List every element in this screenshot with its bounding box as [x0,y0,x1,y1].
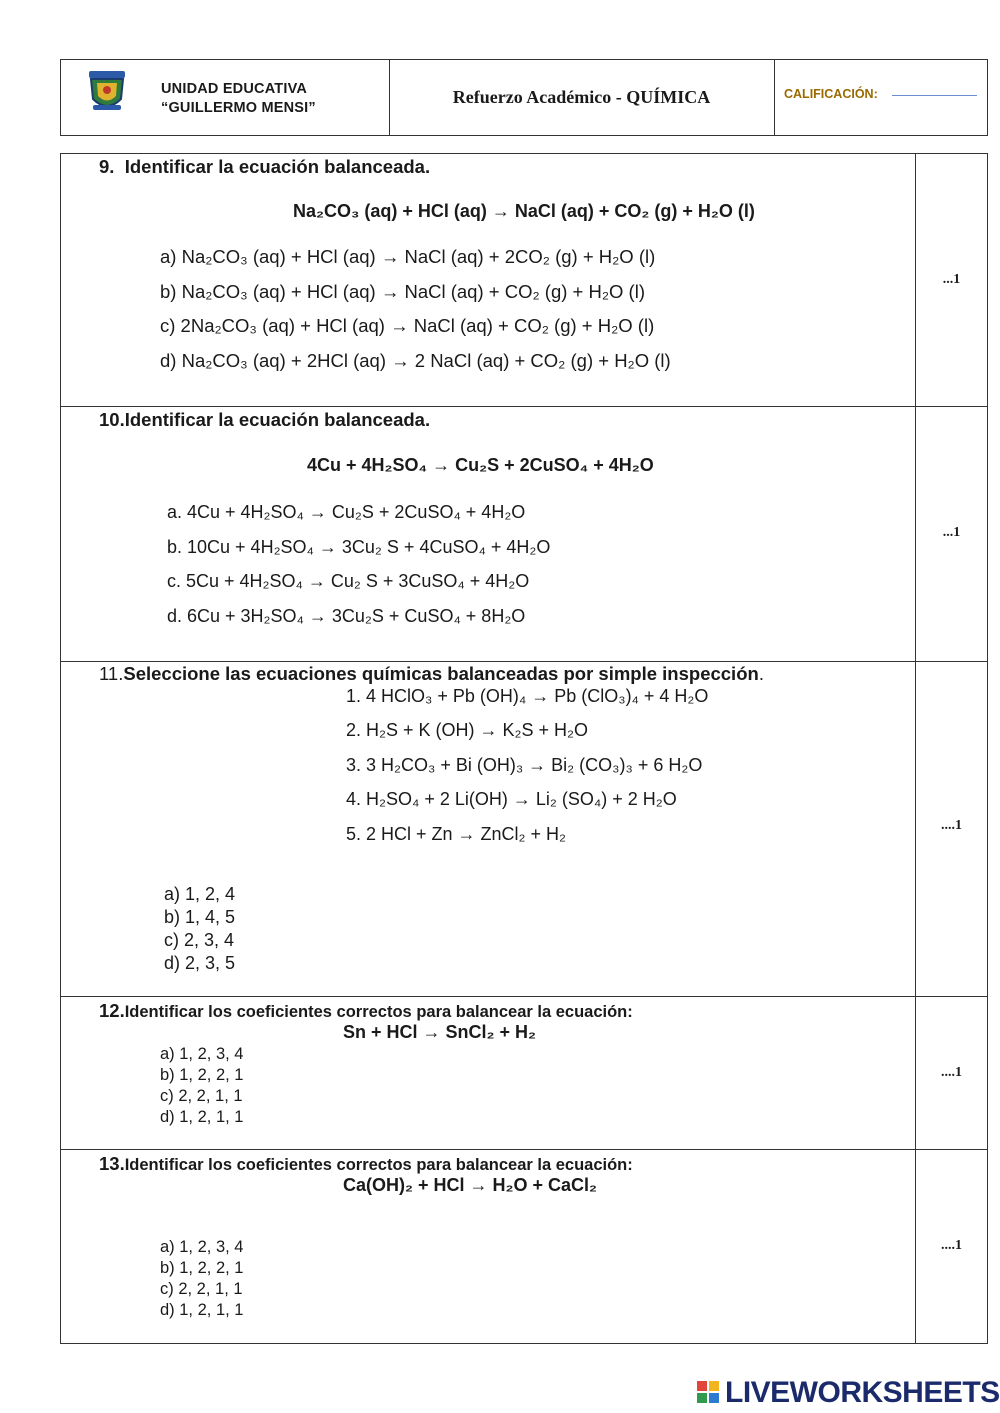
question-11-score: ....1 [941,818,962,833]
question-11-equation-3: 3. 3 H₂CO₃ + Bi (OH)₃ → Bi₂ (CO₃)₃ + 6 H₂O [346,755,703,775]
question-12-option-d[interactable]: d) 1, 2, 1, 1 [160,1108,244,1126]
question-prompt: Identificar la ecuación balanceada. [124,156,431,177]
question-9-option-b[interactable]: b) Na₂CO₃ (aq) + HCl (aq) → NaCl (aq) + CO₂ (g) + H₂O (l) [160,281,645,302]
question-number: 12. [99,1000,125,1021]
question-11-equation-2: 2. H₂S + K (OH) → K₂S + H₂O [346,720,589,740]
question-10-option-c[interactable]: c. 5Cu + 4H₂SO₄ → Cu₂ S + 3CuSO₄ + 4H₂O [167,571,530,591]
question-9-option-c[interactable]: c) 2Na₂CO₃ (aq) + HCl (aq) → NaCl (aq) + CO₂ (g) + H₂O (l) [160,315,655,336]
question-11-option-c[interactable]: c) 2, 3, 4 [164,930,235,950]
question-11-options [164,883,235,975]
question-12-options [160,1044,243,1128]
question-prompt: Identificar los coeficientes correctos para balancear la ecuación: [124,1003,633,1021]
question-number: 11. [99,663,124,684]
liveworksheets-logo-icon [697,1381,719,1403]
questions-table [60,153,988,1344]
question-10-row [61,407,987,662]
question-13-option-b[interactable]: b) 1, 2, 2, 1 [160,1259,244,1277]
subject-cell [389,60,775,135]
question-12-equation: Sn + HCl → SnCl₂ + H₂ [343,1022,537,1042]
grade-input-line[interactable] [892,95,977,96]
question-10-option-a[interactable]: a. 4Cu + 4H₂SO₄ → Cu₂S + 2CuSO₄ + 4H₂O [167,502,526,522]
question-12-option-a[interactable]: a) 1, 2, 3, 4 [160,1045,244,1063]
question-prompt: Identificar la ecuación balanceada. [124,409,431,430]
question-11-row [61,662,987,997]
question-13-option-c[interactable]: c) 2, 2, 1, 1 [160,1280,243,1298]
subject-title: Refuerzo Académico - QUÍMICA [452,87,711,107]
question-prompt: Identificar los coeficientes correctos para balancear la ecuación: [124,1156,633,1174]
question-13-option-d[interactable]: d) 1, 2, 1, 1 [160,1301,244,1319]
school-crest-icon [85,69,129,115]
question-13-options [160,1237,243,1321]
question-12-option-b[interactable]: b) 1, 2, 2, 1 [160,1066,244,1084]
question-number: 13. [99,1153,125,1174]
question-9-option-a[interactable]: a) Na₂CO₃ (aq) + HCl (aq) → NaCl (aq) + 2CO₂ (g) + H₂O (l) [160,246,656,267]
question-13-option-a[interactable]: a) 1, 2, 3, 4 [160,1238,244,1256]
school-name [161,80,316,118]
question-11-equation-4: 4. H₂SO₄ + 2 Li(OH) → Li₂ (SO₄) + 2 H₂O [346,789,677,809]
question-9-score: ...1 [942,272,961,287]
question-9-row [61,154,987,407]
question-prompt: Seleccione las ecuaciones químicas balanceadas por simple inspección [123,663,759,684]
document-header [60,59,988,136]
question-13-equation: Ca(OH)₂ + HCl → H₂O + CaCl₂ [343,1175,598,1195]
question-number: 9. [99,156,115,177]
question-12-option-c[interactable]: c) 2, 2, 1, 1 [160,1087,243,1105]
school-cell [61,60,390,135]
question-10-title [99,409,430,431]
question-number: 10. [99,409,125,430]
question-11-equation-1: 1. 4 HClO₃ + Pb (OH)₄ → Pb (ClO₃)₄ + 4 H₂O [346,686,709,706]
school-name-line1: UNIDAD EDUCATIVA [161,81,308,97]
question-12-row [61,997,987,1150]
question-10-equation: 4Cu + 4H₂SO₄ → Cu₂S + 2CuSO₄ + 4H₂O [307,455,654,475]
question-13-title [99,1153,633,1175]
question-11-equation-5: 5. 2 HCl + Zn → ZnCl₂ + H₂ [346,824,567,844]
question-12-score: ....1 [941,1065,962,1080]
question-13-row [61,1150,987,1343]
liveworksheets-brand[interactable]: LIVEWORKSHEETS [725,1376,1000,1409]
grade-label: CALIFICACIÓN: [784,87,878,101]
question-9-title [99,156,430,178]
grade-cell [774,60,987,135]
question-12-title [99,1000,633,1022]
question-10-score: ...1 [942,525,961,540]
question-11-option-b[interactable]: b) 1, 4, 5 [164,907,236,927]
question-9-option-d[interactable]: d) Na₂CO₃ (aq) + 2HCl (aq) → 2 NaCl (aq) + CO₂ (g) + H₂O (l) [160,350,671,371]
question-13-score: ....1 [941,1238,962,1253]
question-11-option-d[interactable]: d) 2, 3, 5 [164,953,236,973]
question-10-option-b[interactable]: b. 10Cu + 4H₂SO₄ → 3Cu₂ S + 4CuSO₄ + 4H₂O [167,537,551,557]
question-9-equation: Na₂CO₃ (aq) + HCl (aq) → NaCl (aq) + CO₂ (g) + H₂O (l) [293,201,755,221]
question-11-title: 11.Seleccione las ecuaciones químicas balanceadas por simple inspección. [99,663,764,684]
question-10-option-d[interactable]: d. 6Cu + 3H₂SO₄ → 3Cu₂S + CuSO₄ + 8H₂O [167,606,526,626]
question-11-option-a[interactable]: a) 1, 2, 4 [164,884,236,904]
school-name-line2: “GUILLERMO MENSI” [161,100,316,116]
